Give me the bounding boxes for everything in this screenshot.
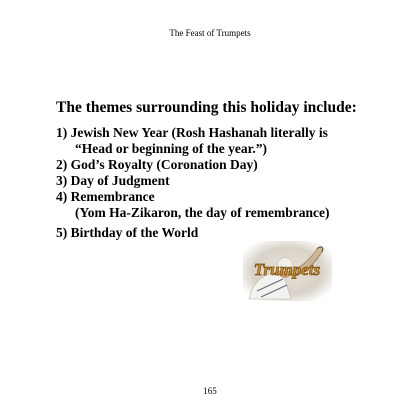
list-item-text: 3) Day of Judgment xyxy=(56,173,170,188)
list-item-text: 2) God’s Royalty (Coronation Day) xyxy=(56,157,258,172)
list-item-text: 1) Jewish New Year (Rosh Hashanah literally is xyxy=(56,125,328,140)
list-item-continuation: “Head or beginning of the year.”) xyxy=(75,141,268,156)
list-item xyxy=(56,173,406,189)
trumpets-illustration xyxy=(243,241,332,301)
theme-list xyxy=(56,125,406,241)
list-item xyxy=(56,225,406,241)
image-title-text: Trumpets xyxy=(253,260,321,279)
running-header: The Feast of Trumpets xyxy=(169,28,251,38)
section-heading: The themes surrounding this holiday include: xyxy=(56,99,357,116)
page-number: 165 xyxy=(203,386,217,396)
shofar-image xyxy=(243,241,332,301)
list-item xyxy=(56,125,406,157)
list-item-text: 5) Birthday of the World xyxy=(56,225,199,240)
list-item xyxy=(56,157,406,173)
list-item-text: 4) Remembrance xyxy=(56,189,155,204)
list-item xyxy=(56,189,406,221)
list-item-continuation: (Yom Ha-Zikaron, the day of remembrance) xyxy=(75,205,330,220)
